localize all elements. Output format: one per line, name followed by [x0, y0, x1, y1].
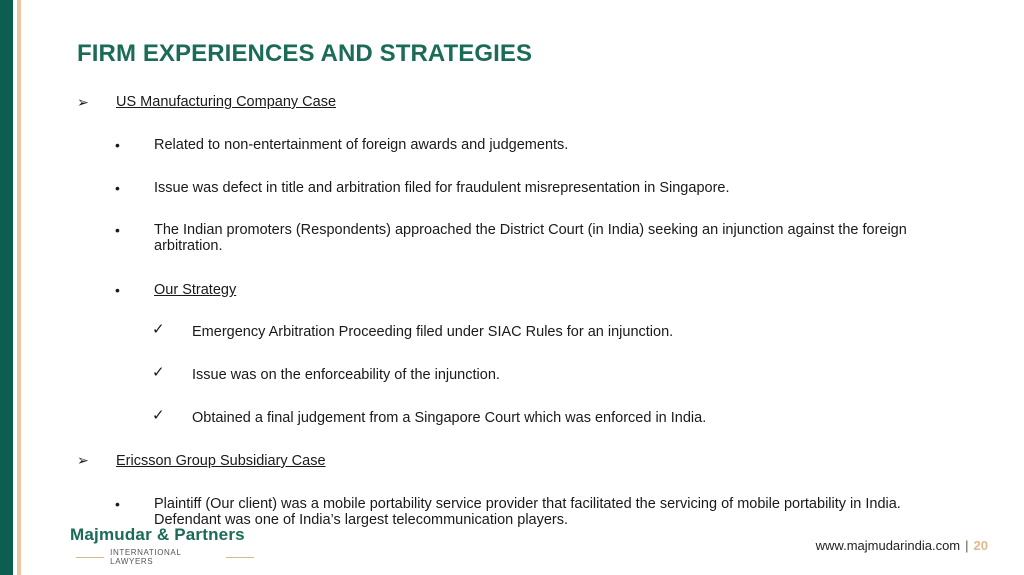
slide-title: FIRM EXPERIENCES AND STRATEGIES	[77, 40, 533, 67]
checkmark-icon: ✓	[152, 364, 165, 381]
logo-divider	[226, 557, 254, 558]
arrow-bullet-icon: ➢	[77, 452, 89, 468]
footer	[816, 538, 988, 553]
bullet-icon: •	[115, 282, 120, 298]
firm-logo	[70, 526, 260, 566]
page-number: 20	[973, 538, 988, 553]
left-accent-bar-beige	[17, 0, 21, 575]
our-strategy-label: Our Strategy	[154, 282, 237, 298]
checkmark-icon: ✓	[152, 407, 165, 424]
case1-bullet-3: The Indian promoters (Respondents) approached the District Court (in India) seeking an injunction against the foreign arbitration.	[154, 222, 907, 254]
case2-heading: Ericsson Group Subsidiary Case	[116, 453, 326, 469]
logo-tagline-row	[70, 548, 260, 566]
footer-separator: |	[965, 538, 969, 553]
bullet-icon: •	[115, 137, 120, 153]
case1-bullet-2: Issue was defect in title and arbitration filed for fraudulent misrepresentation in Singapore.	[154, 180, 730, 196]
strategy-item-2: Issue was on the enforceability of the injunction.	[192, 367, 500, 383]
strategy-item-3: Obtained a final judgement from a Singapore Court which was enforced in India.	[192, 410, 707, 426]
checkmark-icon: ✓	[152, 321, 165, 338]
bullet-icon: •	[115, 222, 120, 238]
logo-divider	[76, 557, 104, 558]
bullet-icon: •	[115, 496, 120, 512]
bullet-icon: •	[115, 180, 120, 196]
case2-bullet-1: Plaintiff (Our client) was a mobile portability service provider that facilitated the servicing of mobile portability in India. Defendant was one of India’s largest telecommunication players.	[154, 496, 901, 528]
arrow-bullet-icon: ➢	[77, 94, 89, 110]
strategy-item-1: Emergency Arbitration Proceeding filed under SIAC Rules for an injunction.	[192, 324, 674, 340]
logo-name: Majmudar & Partners	[70, 525, 245, 544]
case1-heading: US Manufacturing Company Case	[116, 94, 337, 110]
left-accent-bar-green	[0, 0, 13, 575]
website-link[interactable]: www.majmudarindia.com	[815, 538, 961, 553]
case1-bullet-1: Related to non-entertainment of foreign awards and judgements.	[154, 137, 569, 153]
logo-tagline: INTERNATIONAL LAWYERS	[110, 548, 182, 566]
